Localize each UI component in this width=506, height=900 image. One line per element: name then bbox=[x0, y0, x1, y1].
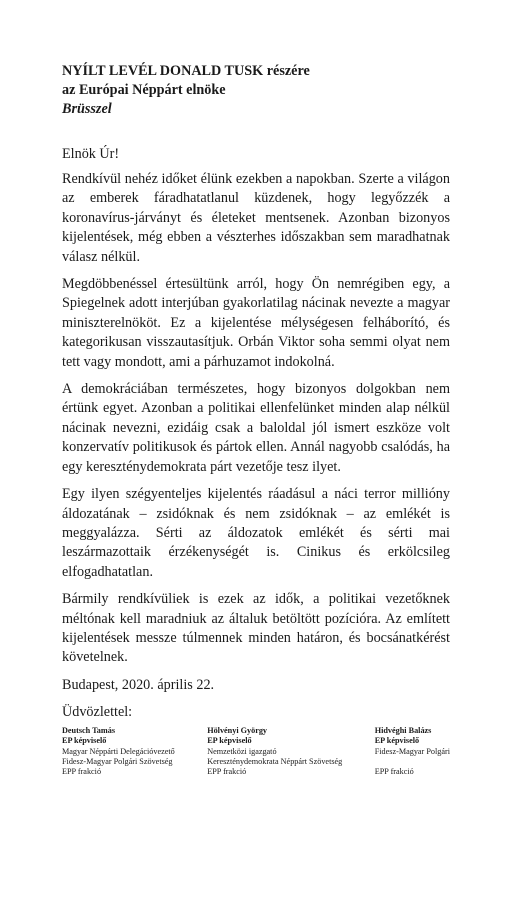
signatory-party: Fidesz-Magyar Polgári Szövetség bbox=[62, 756, 173, 766]
salutation: Elnök Úr! bbox=[62, 146, 120, 162]
signatory bbox=[62, 726, 175, 778]
signatory-position: Fidesz-Magyar Polgári bbox=[374, 746, 450, 756]
signatory bbox=[375, 726, 450, 778]
signatory bbox=[207, 726, 342, 778]
signatory-role: EP képviselő bbox=[207, 736, 252, 746]
signatory-position: Magyar Néppárti Delegációvezető bbox=[62, 746, 175, 756]
body-paragraph: A demokráciában természetes, hogy bizonyos dolgokban nem értünk egyet. Azonban a politikai ellenfelünket minden alap nélkül nácinak nevezni, ezidáig csak a baloldal jól ismert eszköze volt konzervatív politikusok és pártok ellen. Annál nagyobb csalódás, ha egy kereszténydemokrata párt vezetője tesz ilyet. bbox=[62, 381, 450, 475]
body-paragraph: Rendkívül nehéz időket élünk ezekben a napokban. Szerte a világon az emberek fáradhatatlanul küzdenek, hogy legyőzzék a koronavírus-járványt és életeket mentsenek. Azonban bizonyos kijelentések, még ebben a vészterhes időszakban sem maradhatnak válasz nélkül. bbox=[62, 171, 450, 265]
closing: Üdvözlettel: bbox=[62, 703, 133, 720]
body-paragraph: Bármily rendkívüliek is ezek az idők, a politikai vezetőknek méltónak kell maradniuk az általuk betöltött pozícióra. Az említett kijelentések messze túlmennek minden határon, és bocsánatkérést követelnek. bbox=[62, 591, 450, 666]
signatory-party bbox=[375, 757, 450, 767]
body-paragraph: Egy ilyen szégyenteljes kijelentés ráadásul a náci terror millióny áldozatának – zsidóknak és nem zsidóknak – az emlékét is meggyalázza. Sérti az áldozatok emlékét és sérti mai leszármazottaik érzékenységét is. Cinikus és erkölcsileg elfogadhatatlan. bbox=[62, 486, 450, 580]
signatory-group: EPP frakció bbox=[62, 767, 102, 777]
letter-recipient-title: az Európai Néppárt elnöke bbox=[62, 82, 226, 98]
signatory-role: EP képviselő bbox=[374, 736, 420, 746]
signatory-group: EPP frakció bbox=[207, 767, 247, 777]
signatory-group: EPP frakció bbox=[374, 767, 414, 777]
signature-block bbox=[62, 726, 450, 778]
signatory-name: Hölvényi György bbox=[207, 725, 268, 735]
letter-title: NYÍLT LEVÉL DONALD TUSK részére bbox=[62, 63, 310, 79]
letter-recipient-city: Brüsszel bbox=[62, 101, 112, 117]
signatory-role: EP képviselő bbox=[62, 736, 107, 746]
signatory-name: Hidvéghi Balázs bbox=[374, 725, 432, 735]
dateline: Budapest, 2020. április 22. bbox=[62, 676, 215, 693]
body-paragraph: Megdöbbenéssel értesültünk arról, hogy Ön nemrégiben egy, a Spiegelnek adott interjúban gyakorlatilag nácinak nevezte a magyar miniszterelnököt. Ez a kijelentése mélységesen felháborító, és kategorikusan visszautasítjuk. Orbán Viktor soha semmi olyat nem tett vagy mondott, ami a párhuzamot indokolná. bbox=[62, 276, 450, 370]
letter-page bbox=[62, 62, 450, 778]
signatory-position: Nemzetközi igazgató bbox=[207, 746, 277, 756]
signatory-name: Deutsch Tamás bbox=[62, 725, 116, 735]
signatory-party: Kereszténydemokrata Néppárt Szövetség bbox=[207, 756, 343, 766]
